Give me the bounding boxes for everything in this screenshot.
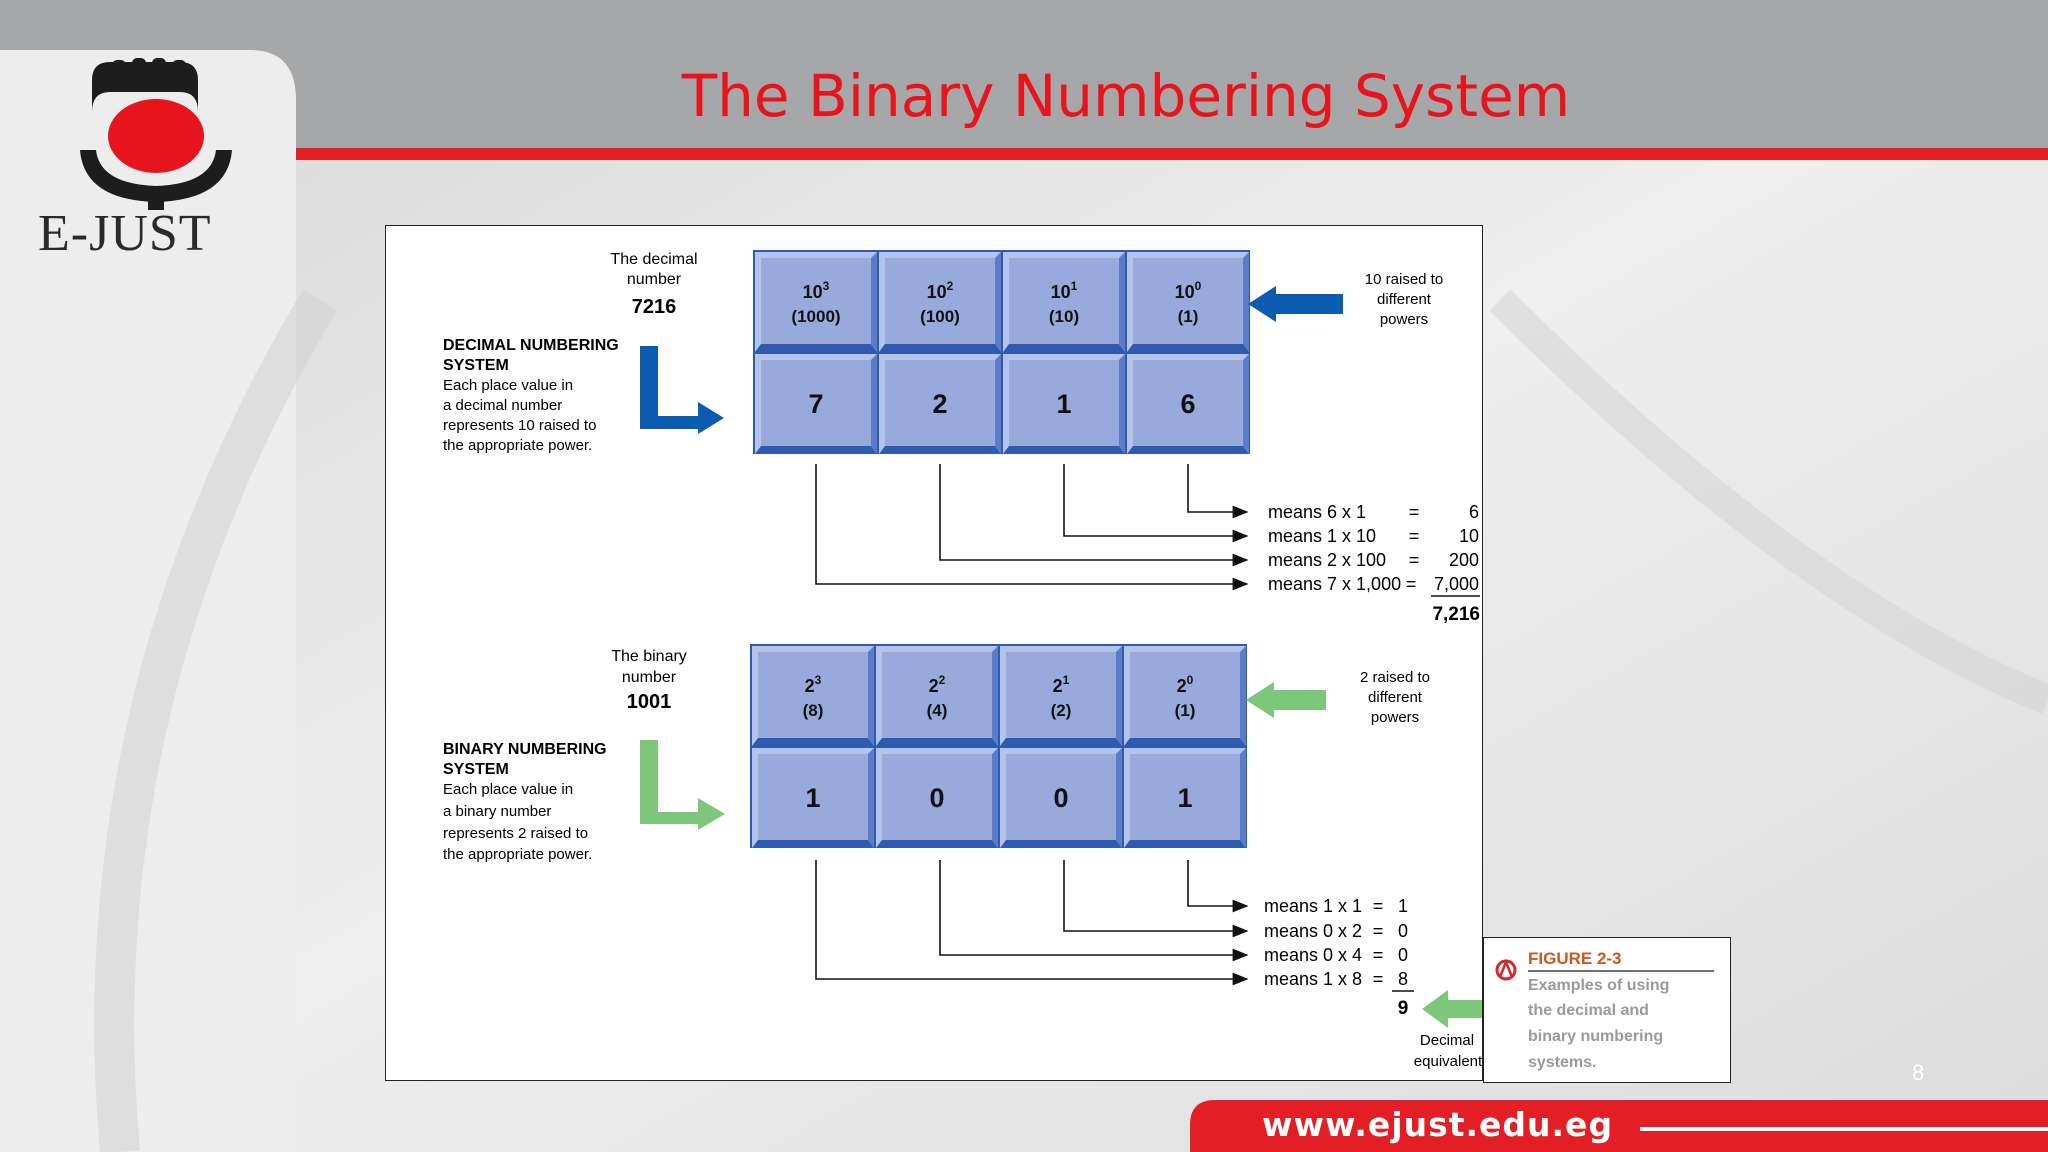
equals-sign: = bbox=[1405, 574, 1417, 594]
decimal-power-value: (100) bbox=[920, 307, 960, 326]
decimal-power-label: $10^3$ bbox=[802, 279, 830, 302]
equals-sign: = bbox=[1372, 945, 1384, 965]
decimal-heading-2: SYSTEM bbox=[443, 357, 509, 374]
decimal-digit: 1 bbox=[1056, 389, 1072, 419]
binary-means-result: 0 bbox=[1397, 945, 1409, 965]
binary-means-result: 1 bbox=[1397, 896, 1409, 916]
equals-sign: = bbox=[1408, 526, 1420, 546]
slide-number: 8 bbox=[1912, 1060, 1925, 1085]
binary-heading-2: SYSTEM bbox=[443, 761, 509, 778]
binary-means-row: means 0 x 2 bbox=[1264, 921, 1363, 941]
binary-power-label: $2^2$ bbox=[928, 673, 946, 696]
binary-digit: 0 bbox=[929, 783, 945, 813]
binary-power-label: $2^0$ bbox=[1176, 673, 1194, 696]
binary-connectors bbox=[816, 860, 1247, 979]
decimal-power-tile bbox=[755, 252, 877, 352]
binary-digit-tile bbox=[876, 748, 998, 848]
decimal-power-tile bbox=[879, 252, 1001, 352]
binary-desc-line: represents 2 raised to bbox=[443, 825, 589, 842]
figure-diagram bbox=[386, 226, 1484, 1082]
decimal-desc-line: represents 10 raised to bbox=[443, 417, 597, 434]
binary-desc-line: a binary number bbox=[443, 803, 552, 820]
decimal-number-caption: The decimal bbox=[610, 251, 698, 268]
binary-digit-tile bbox=[752, 748, 874, 848]
decimal-digit-tile bbox=[1127, 354, 1249, 454]
decimal-means-row: means 1 x 10 bbox=[1268, 526, 1377, 546]
binary-power-tile bbox=[1000, 646, 1122, 746]
binary-side-note: powers bbox=[1370, 709, 1420, 726]
decimal-number: 7216 bbox=[631, 296, 677, 318]
figure-panel bbox=[385, 225, 1483, 1081]
decimal-means-row: means 6 x 1 bbox=[1268, 502, 1367, 522]
binary-number-caption: The binary bbox=[611, 648, 687, 665]
decimal-side-note: different bbox=[1377, 291, 1431, 308]
decimal-equiv-label-2: equivalent bbox=[1413, 1053, 1483, 1070]
decimal-tile-grid bbox=[753, 250, 1250, 454]
decimal-power-tile bbox=[1003, 252, 1125, 352]
decimal-number-caption-2: number bbox=[626, 271, 682, 288]
binary-number-caption-2: number bbox=[621, 669, 677, 686]
green-arrow-shaft bbox=[1274, 690, 1326, 710]
decimal-power-value: (1) bbox=[1177, 307, 1199, 326]
decimal-means-result: 7,000 bbox=[1433, 574, 1479, 594]
decimal-power-value: (10) bbox=[1048, 307, 1080, 326]
decimal-means-result: 6 bbox=[1468, 502, 1479, 522]
binary-digit: 1 bbox=[805, 783, 821, 813]
decimal-heading: DECIMAL NUMBERING bbox=[443, 337, 619, 354]
figure-label: FIGURE 2-3 bbox=[1528, 949, 1622, 968]
binary-means-result: 0 bbox=[1397, 921, 1409, 941]
equals-sign: = bbox=[1408, 550, 1420, 570]
binary-power-tile bbox=[876, 646, 998, 746]
decimal-digit: 2 bbox=[932, 389, 948, 419]
decimal-side-note: 10 raised to bbox=[1364, 271, 1444, 288]
blue-arrowhead-icon bbox=[1248, 286, 1276, 322]
decimal-desc-line: Each place value in bbox=[443, 377, 574, 394]
binary-tile-grid bbox=[750, 644, 1247, 848]
caption-svg bbox=[1484, 938, 1732, 1084]
decimal-digit-tile bbox=[755, 354, 877, 454]
green-l-arrow-icon bbox=[640, 740, 725, 830]
binary-power-tile bbox=[752, 646, 874, 746]
binary-power-value: (2) bbox=[1050, 701, 1072, 720]
binary-means-row: means 1 x 1 bbox=[1264, 896, 1363, 916]
binary-number: 1001 bbox=[626, 691, 672, 713]
binary-total: 9 bbox=[1397, 998, 1409, 1019]
equals-sign: = bbox=[1408, 502, 1420, 522]
equals-sign: = bbox=[1372, 896, 1384, 916]
decimal-equiv-label: Decimal bbox=[1419, 1032, 1475, 1049]
decimal-means-row: means 7 x 1,000 bbox=[1268, 574, 1402, 594]
decimal-connectors bbox=[816, 464, 1247, 584]
decimal-power-label: $10^1$ bbox=[1050, 279, 1078, 302]
binary-means-row: means 1 x 8 bbox=[1264, 969, 1363, 989]
equiv-arrowhead-icon bbox=[1422, 990, 1448, 1028]
binary-desc-line: the appropriate power. bbox=[443, 846, 593, 863]
binary-means-row: means 0 x 4 bbox=[1264, 945, 1363, 965]
decimal-power-label: $10^0$ bbox=[1174, 279, 1202, 302]
decimal-means-row: means 2 x 100 bbox=[1268, 550, 1387, 570]
decimal-desc-line: the appropriate power. bbox=[443, 437, 593, 454]
green-arrowhead-icon bbox=[1246, 682, 1274, 718]
binary-power-value: (4) bbox=[926, 701, 948, 720]
equals-sign: = bbox=[1372, 921, 1384, 941]
binary-power-value: (1) bbox=[1174, 701, 1196, 720]
binary-digit: 1 bbox=[1177, 783, 1193, 813]
equiv-arrow-shaft bbox=[1446, 1000, 1482, 1018]
decimal-side-note: powers bbox=[1379, 311, 1429, 328]
blue-l-arrow-icon bbox=[640, 346, 724, 434]
decimal-digit-tile bbox=[1003, 354, 1125, 454]
binary-heading: BINARY NUMBERING bbox=[443, 741, 607, 758]
caption-line: the decimal and bbox=[1528, 1002, 1649, 1019]
binary-digit-tile bbox=[1124, 748, 1246, 848]
binary-power-tile bbox=[1124, 646, 1246, 746]
decimal-means-result: 200 bbox=[1448, 550, 1479, 570]
binary-desc-line: Each place value in bbox=[443, 781, 574, 798]
decimal-means-result: 10 bbox=[1458, 526, 1479, 546]
decimal-power-tile bbox=[1127, 252, 1249, 352]
footer-url[interactable]: www.ejust.edu.eg bbox=[1262, 1105, 1614, 1144]
slide-title: The Binary Numbering System bbox=[681, 62, 1571, 130]
binary-side-note: different bbox=[1368, 689, 1422, 706]
decimal-digit: 6 bbox=[1180, 389, 1196, 419]
binary-power-value: (8) bbox=[802, 701, 824, 720]
binary-digit: 0 bbox=[1053, 783, 1069, 813]
caption-line: Examples of using bbox=[1528, 977, 1670, 994]
decimal-power-label: $10^2$ bbox=[926, 279, 954, 302]
decimal-desc-line: a decimal number bbox=[443, 397, 563, 414]
caption-line: binary numbering bbox=[1528, 1028, 1664, 1045]
decimal-digit-tile bbox=[879, 354, 1001, 454]
equals-sign: = bbox=[1372, 969, 1384, 989]
decimal-power-value: (1000) bbox=[791, 307, 841, 326]
caption-line: systems. bbox=[1528, 1054, 1597, 1071]
logo-text: E-JUST bbox=[38, 205, 212, 262]
blue-left-arrow-icon bbox=[1274, 288, 1343, 320]
binary-power-label: $2^3$ bbox=[804, 673, 822, 696]
decimal-total: 7,216 bbox=[1432, 604, 1480, 625]
binary-side-note: 2 raised to bbox=[1359, 669, 1431, 686]
binary-means-result: 8 bbox=[1397, 969, 1409, 989]
binary-digit-tile bbox=[1000, 748, 1122, 848]
decimal-digit: 7 bbox=[808, 389, 824, 419]
figure-caption bbox=[1483, 937, 1731, 1083]
binary-power-label: $2^1$ bbox=[1052, 673, 1070, 696]
